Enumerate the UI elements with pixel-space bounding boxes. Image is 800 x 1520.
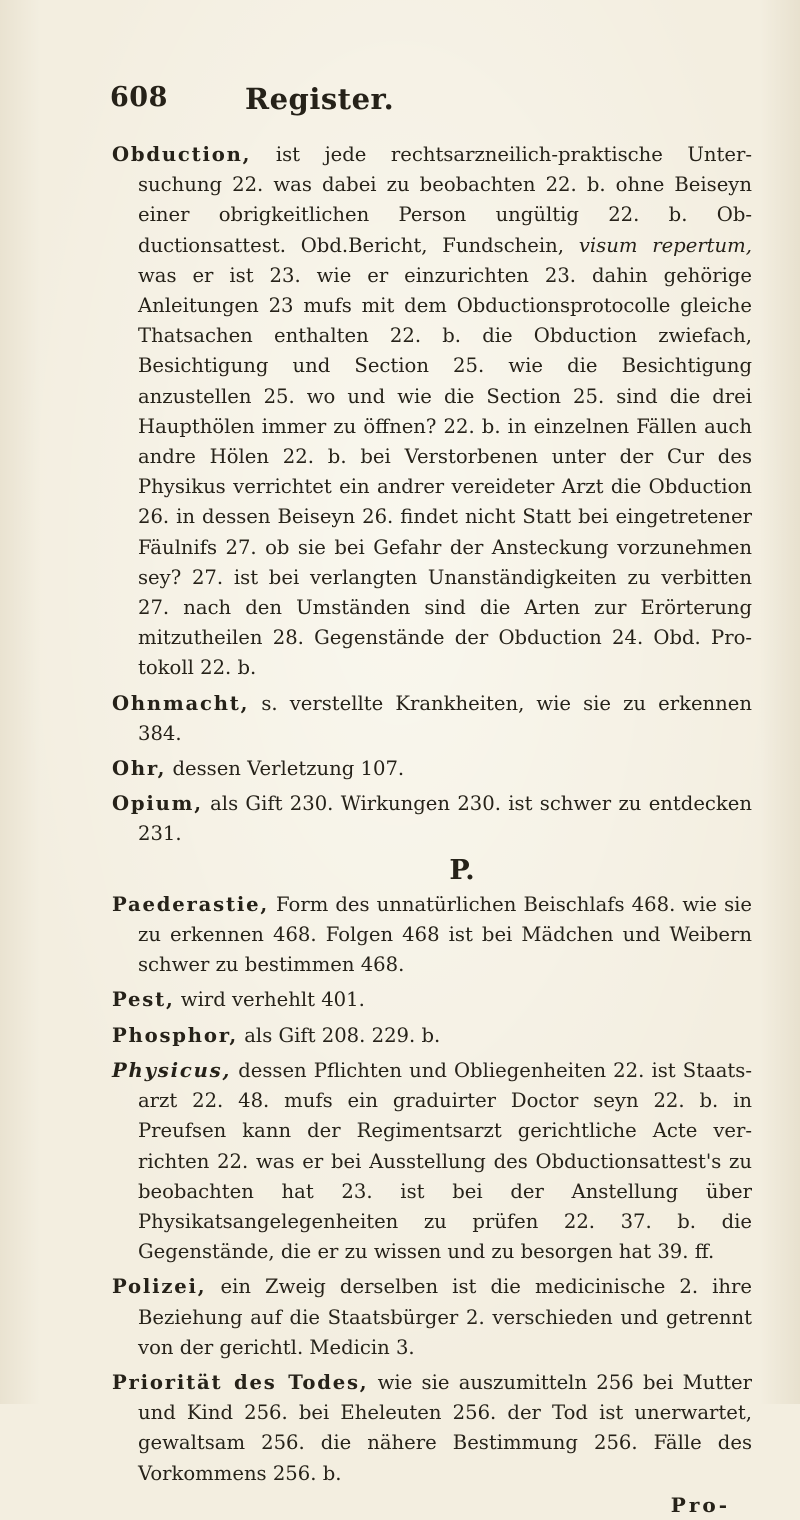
index-entry-phosphor	[112, 1021, 752, 1051]
entry-lemma: Polizei,	[112, 1275, 207, 1299]
index-entry-pest	[112, 985, 752, 1015]
entry-text: als Gift 208. 229. b.	[238, 1023, 441, 1047]
entry-lemma: Opium,	[112, 792, 203, 816]
entry-text: Form des unnatürlichen Beischlafs 468. wie sie zu erkennen 468. Folgen 468 ist bei Mädchen und Weibern schwer zu bestimmen 468.	[138, 892, 752, 977]
entry-lemma: Phosphor,	[112, 1023, 239, 1047]
index-entry-physicus	[112, 1056, 752, 1267]
entry-lemma: Obduction,	[112, 143, 252, 166]
entry-lemma: Ohnmacht,	[112, 691, 250, 715]
entry-text: als Gift 230. Wirkungen 230. ist schwer zu entdecken 231.	[138, 792, 752, 846]
entry-text: dessen Verletzung 107.	[166, 757, 405, 781]
index-entry-polizei	[112, 1272, 752, 1363]
running-head	[110, 82, 730, 122]
section-letter-p: P.	[449, 854, 475, 886]
entry-lemma: Ohr,	[112, 757, 167, 781]
register-body	[112, 140, 752, 1520]
entry-lemma: Pest,	[112, 988, 175, 1012]
entry-text: ist jede rechtsarzneilich-praktische Untersuchung 22. was dabei zu beobachten 22. b. ohne Beiseyn einer obrigkeitlichen Person ungültig 22. b. Obductionsattest. Obd.Bericht, Fundschein,	[138, 143, 752, 257]
entry-text: wird verhehlt 401.	[174, 988, 365, 1012]
catchword: Pro-	[670, 1492, 730, 1517]
entry-text: dessen Pflichten und Obliegenheiten 22. ist Staatsarzt 22. 48. mufs ein graduirter Doctor seyn 22. b. in Preufsen kann der Regimentsarzt gerichtliche Acte verrichten 22. was er bei Ausstellung des Obductionsattest's zu beobachten hat 23. ist bei der Anstellung über Physikatsangelegenheiten zu prüfen 22. 37. b. die Gegenstände, die er zu wissen und zu besorgen hat 39. ff.	[138, 1058, 752, 1264]
entry-text: ein Zweig derselben ist die medicinische 2. ihre Beziehung auf die Staatsbürger 2. verschieden und getrennt von der gerichtl. Medicin 3.	[138, 1275, 752, 1359]
entry-lemma: Physicus,	[112, 1058, 232, 1082]
entry-emphasis: visum repertum,	[578, 233, 752, 257]
entry-text: s. verstellte Krankheiten, wie sie zu erkennen 384.	[138, 691, 752, 745]
index-entry-prioritaet	[112, 1368, 752, 1489]
index-entry-paederastie	[112, 890, 752, 981]
running-title: Register.	[245, 82, 395, 116]
entry-lemma: Priorität des Todes,	[112, 1370, 369, 1394]
page-number: 608	[110, 82, 168, 113]
index-entry-obduction	[112, 140, 752, 684]
entry-text-continued: was er ist 23. wie er einzurichten 23. dahin gehörige Anleitungen 23 mufs mit dem Obductionsprotocolle gleiche Thatsachen enthalten 22. b. die Obduction zwiefach, Besichtigung und Section 25. wie die Besichtigung anzustellen 25. wo und wie die Section 25. sind die drei Haupthölen immer zu öffnen? 22. b. in einzelnen Fällen auch andre Hölen 22. b. bei Verstorbenen unter der Cur des Physikus verrichtet ein andrer vereideter Arzt die Obduction 26. in dessen Beiseyn 26. findet nicht Statt bei eingetretener Fäulnifs 27. ob sie bei Gefahr der Ansteckung vorzunehmen sey? 27. ist bei verlangten Unanständigkeiten zu verbitten 27. nach den Umständen sind die Arten zur Erörterung mitzutheilen 28. Gegenstände der Obduction 24. Obd. Protokoll 22. b.	[138, 263, 752, 680]
index-entry-opium	[112, 789, 752, 849]
entry-text: wie sie auszumitteln 256 bei Mutter und Kind 256. bei Eheleuten 256. der Tod ist unerwartet, gewaltsam 256. die nähere Bestimmung 256. Fälle des Vorkommens 256. b.	[138, 1370, 752, 1485]
index-entry-ohnmacht	[112, 689, 752, 749]
index-entry-ohr	[112, 754, 752, 784]
entry-lemma: Paederastie,	[112, 892, 269, 916]
